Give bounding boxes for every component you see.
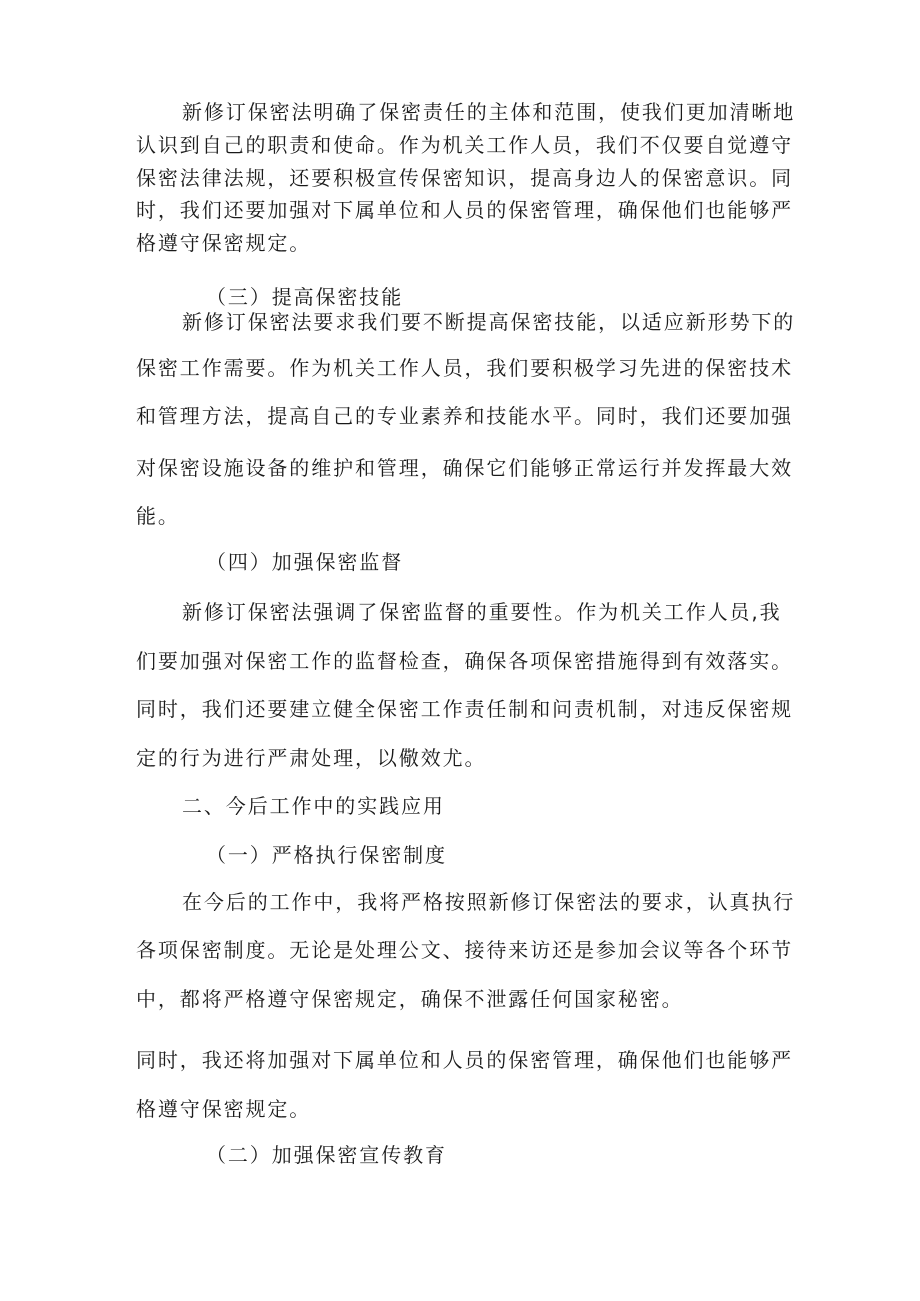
paragraph-line: 认识到自己的职责和使命。作为机关工作人员，我们不仅要自觉遵守 (136, 133, 793, 157)
paragraph-line: 在今后的工作中，我将严格按照新修订保密法的要求，认真执行 (182, 890, 796, 914)
paragraph-line: 格遵守保密规定。 (136, 1097, 312, 1121)
paragraph-line: 保密法律法规，还要积极宣传保密知识，提高身边人的保密意识。同 (136, 166, 793, 190)
paragraph-line: 定的行为进行严肃处理，以儆效尤。 (136, 746, 487, 770)
paragraph-line: 新修订保密法明确了保密责任的主体和范围，使我们更加清晰地 (182, 100, 796, 124)
paragraph-line: 对保密设施设备的维护和管理，确保它们能够正常运行并发挥最大效 (136, 456, 793, 480)
paragraph-line: 中，都将严格遵守保密规定，确保不泄露任何国家秘密。 (136, 987, 684, 1011)
paragraph-line: 新修订保密法要求我们要不断提高保密技能，以适应新形势下的 (182, 310, 796, 334)
paragraph-line: 能。 (136, 504, 180, 528)
paragraph-line: 格遵守保密规定。 (136, 231, 312, 255)
section-heading: （一）严格执行保密制度 (206, 843, 447, 867)
paragraph-line: 各项保密制度。无论是处理公文、接待来访还是参加会议等各个环节 (136, 938, 793, 962)
section-heading: （二）加强保密宣传教育 (206, 1143, 447, 1167)
chapter-heading: 二、今后工作中的实践应用 (182, 794, 445, 818)
paragraph-line: 时，我们还要加强对下属单位和人员的保密管理，确保他们也能够严 (136, 198, 793, 222)
section-heading: （三）提高保密技能 (206, 285, 404, 309)
section-heading: （四）加强保密监督 (206, 550, 404, 574)
paragraph-line: 同时，我们还要建立健全保密工作责任制和问责机制，对违反保密规 (136, 697, 793, 721)
paragraph-line: 新修订保密法强调了保密监督的重要性。作为机关工作人员,我 (182, 600, 782, 624)
paragraph-line: 和管理方法，提高自己的专业素养和技能水平。同时，我们还要加强 (136, 404, 793, 428)
paragraph-line: 保密工作需要。作为机关工作人员，我们要积极学习先进的保密技术 (136, 356, 793, 380)
paragraph-line: 同时，我还将加强对下属单位和人员的保密管理，确保他们也能够严 (136, 1048, 793, 1072)
paragraph-line: 们要加强对保密工作的监督检查，确保各项保密措施得到有效落实。 (136, 649, 793, 673)
